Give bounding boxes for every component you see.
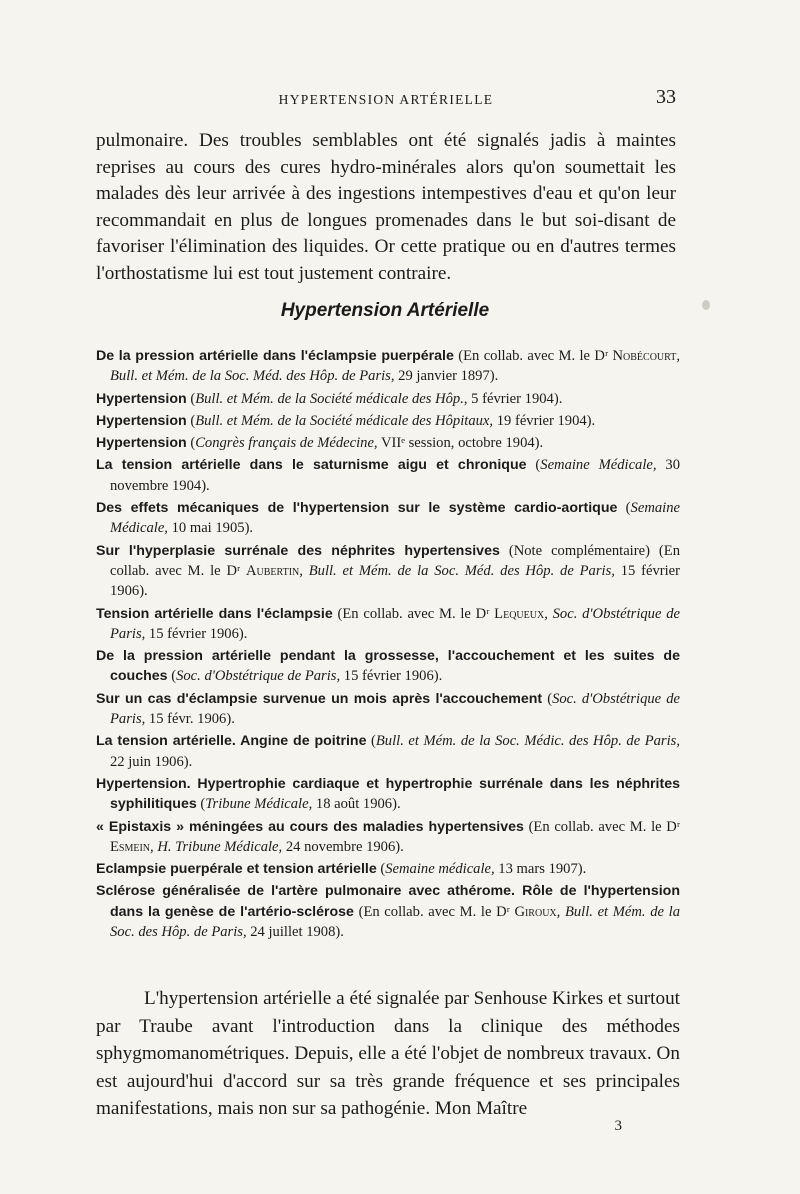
entry-date: 15 février 1906). <box>145 625 248 642</box>
ink-spot <box>702 300 710 310</box>
bibliography-entry <box>96 455 680 496</box>
entry-author: Aubertin <box>245 562 300 579</box>
entry-title: La tension artérielle. Angine de poitrine <box>96 733 367 750</box>
entry-title: La tension artérielle dans le saturnisme aigu et chronique <box>96 457 527 474</box>
entry-title: De la pression artérielle pendant la grossesse, l'accouchement et les suites de couches <box>96 648 680 685</box>
entry-note: ( <box>617 500 631 517</box>
entry-note: ( <box>366 733 376 750</box>
entry-note: (En collab. avec M. le Dʳ <box>353 903 515 920</box>
page-number: 33 <box>656 86 676 108</box>
entry-note: ( <box>196 796 206 813</box>
entry-reference: Soc. d'Obstétrique de Paris, <box>176 668 341 685</box>
entry-title: « Epistaxis » méningées au cours des maladies hypertensives <box>96 818 524 835</box>
entry-date: VIIᵉ session, octobre 1904). <box>377 435 544 452</box>
entry-note: (En collab. avec M. le Dʳ <box>453 348 613 364</box>
bibliography-entry <box>96 881 680 942</box>
bibliography-entry <box>96 731 680 772</box>
entry-reference: Semaine Médicale, <box>110 500 680 537</box>
bibliography-entry <box>96 541 680 602</box>
entry-title: Hypertension <box>96 435 187 452</box>
entry-date: 15 févr. 1906). <box>145 711 235 728</box>
entry-reference: , Soc. d'Obstétrique de Paris, <box>110 605 681 642</box>
entry-reference: Semaine médicale, <box>385 861 495 878</box>
entry-note: ( <box>186 412 196 429</box>
bibliography-list <box>96 346 680 944</box>
entry-note: (En collab. avec M. le Dʳ <box>523 818 681 835</box>
entry-reference: , Bull. et Mém. de la Soc. Méd. des Hôp. de Paris, <box>299 562 615 579</box>
bibliography-entry <box>96 498 680 539</box>
bibliography-entry <box>96 689 680 730</box>
entry-date: 15 février 1906). <box>110 562 680 600</box>
page-header <box>96 88 676 116</box>
entry-reference: , Bull. et Mém. de la Soc. Méd. des Hôp. de Paris, <box>110 348 680 385</box>
entry-reference: Bull. et Mém. de la Société médicale des Hôp. <box>195 390 464 407</box>
entry-date: 19 février 1904). <box>493 412 596 429</box>
entry-date: 15 février 1906). <box>340 668 443 685</box>
bibliography-entry <box>96 646 680 687</box>
bibliography-entry <box>96 604 680 645</box>
bibliography-entry <box>96 817 680 858</box>
bibliography-entry <box>96 346 680 387</box>
entry-date: 30 novembre 1904). <box>110 457 681 494</box>
entry-date: 24 juillet 1908). <box>246 924 344 941</box>
entry-date: 24 novembre 1906). <box>282 838 404 855</box>
entry-date: 22 juin 1906). <box>110 753 193 770</box>
entry-reference: Tribune Médicale, <box>205 796 313 813</box>
entry-reference: Bull. et Mém. de la Soc. Médic. des Hôp. de Paris, <box>375 733 680 750</box>
entry-title: Sur l'hyperplasie surrénale des néphrites hypertensives <box>96 542 500 559</box>
entry-reference: , H. Tribune Médicale, <box>150 838 283 855</box>
bibliography-entry <box>96 389 680 409</box>
entry-date: 10 mai 1905). <box>167 520 254 537</box>
entry-date: 18 août 1906). <box>312 796 401 813</box>
entry-note: (En collab. avec M. le Dʳ <box>332 605 495 622</box>
bibliography-entry <box>96 774 680 815</box>
entry-date: 29 janvier 1897). <box>394 368 499 385</box>
entry-title: De la pression artérielle dans l'éclampsie puerpérale <box>96 348 454 364</box>
entry-author: Giroux <box>514 903 557 920</box>
entry-title: Eclampsie puerpérale et tension artérielle <box>96 861 377 878</box>
entry-note: ( <box>167 668 177 685</box>
bibliography-entry <box>96 411 680 431</box>
entry-note: ( <box>542 690 553 707</box>
entry-title: Sur un cas d'éclampsie survenue un mois après l'accouchement <box>96 690 543 707</box>
entry-title: Hypertension <box>96 390 187 407</box>
entry-note: ( <box>186 435 196 452</box>
entry-reference: , Bull. et Mém. de la Soc. des Hôp. de Paris, <box>110 903 680 941</box>
closing-paragraph: L'hypertension artérielle a été signalée par Senhouse Kirkes et surtout par Traube avant l'introduction dans la clinique des méthodes sphygmomanométriques. Depuis, elle a été l'objet de nombreux travaux. On est aujourd'hui d'accord sur sa très grande fréquence et ses principales manifestations, mais non sur sa pathogénie. Mon Maître <box>96 988 680 1120</box>
entry-author: Nobécourt <box>612 348 677 364</box>
entry-reference: Semaine Médicale, <box>540 457 657 474</box>
entry-note: (Note complémentaire) (En collab. avec M. le Dʳ <box>110 542 680 579</box>
entry-date: , 5 février 1904). <box>463 390 563 407</box>
entry-title: Hypertension. Hypertrophie cardiaque et hypertrophie surrénale dans les néphrites syphilitiques <box>96 775 680 813</box>
bibliography-entry <box>96 433 680 453</box>
section-title: Hypertension Artérielle <box>280 300 490 321</box>
entry-reference: Bull. et Mém. de la Société médicale des Hôpitaux, <box>195 412 494 429</box>
entry-note: ( <box>526 457 541 474</box>
entry-reference: Soc. d'Obstétrique de Paris, <box>110 690 680 728</box>
entry-author: Esmein <box>110 838 151 855</box>
intro-paragraph: pulmonaire. Des troubles semblables ont été signalés jadis à maintes reprises au cours des cures hydro-minérales alors qu'on soumettait les malades dès leur arrivée à des ingestions intempestives d'eau et qu'on leur recommandait en plus de longues promenades dans le but soi-disant de favoriser l'élimination des liquides. Or cette pratique ou en d'autres termes l'orthostatisme lui est tout justement contraire. <box>96 130 676 284</box>
entry-note: ( <box>186 390 196 407</box>
bibliography-entry <box>96 859 680 879</box>
entry-title: Tension artérielle dans l'éclampsie <box>96 605 333 622</box>
entry-author: Lequeux <box>494 605 545 622</box>
running-title: HYPERTENSION ARTÉRIELLE <box>278 92 494 107</box>
signature-mark: 3 <box>614 1118 622 1134</box>
entry-title: Hypertension <box>96 412 187 429</box>
entry-note: ( <box>376 861 386 878</box>
entry-title: Des effets mécaniques de l'hypertension sur le système cardio-aortique <box>96 500 618 517</box>
entry-date: 13 mars 1907). <box>494 861 587 878</box>
entry-title: Sclérose généralisée de l'artère pulmonaire avec athérome. Rôle de l'hypertension dans la genèse de l'artério-sclérose <box>96 883 680 920</box>
entry-reference: Congrès français de Médecine, <box>195 435 378 452</box>
